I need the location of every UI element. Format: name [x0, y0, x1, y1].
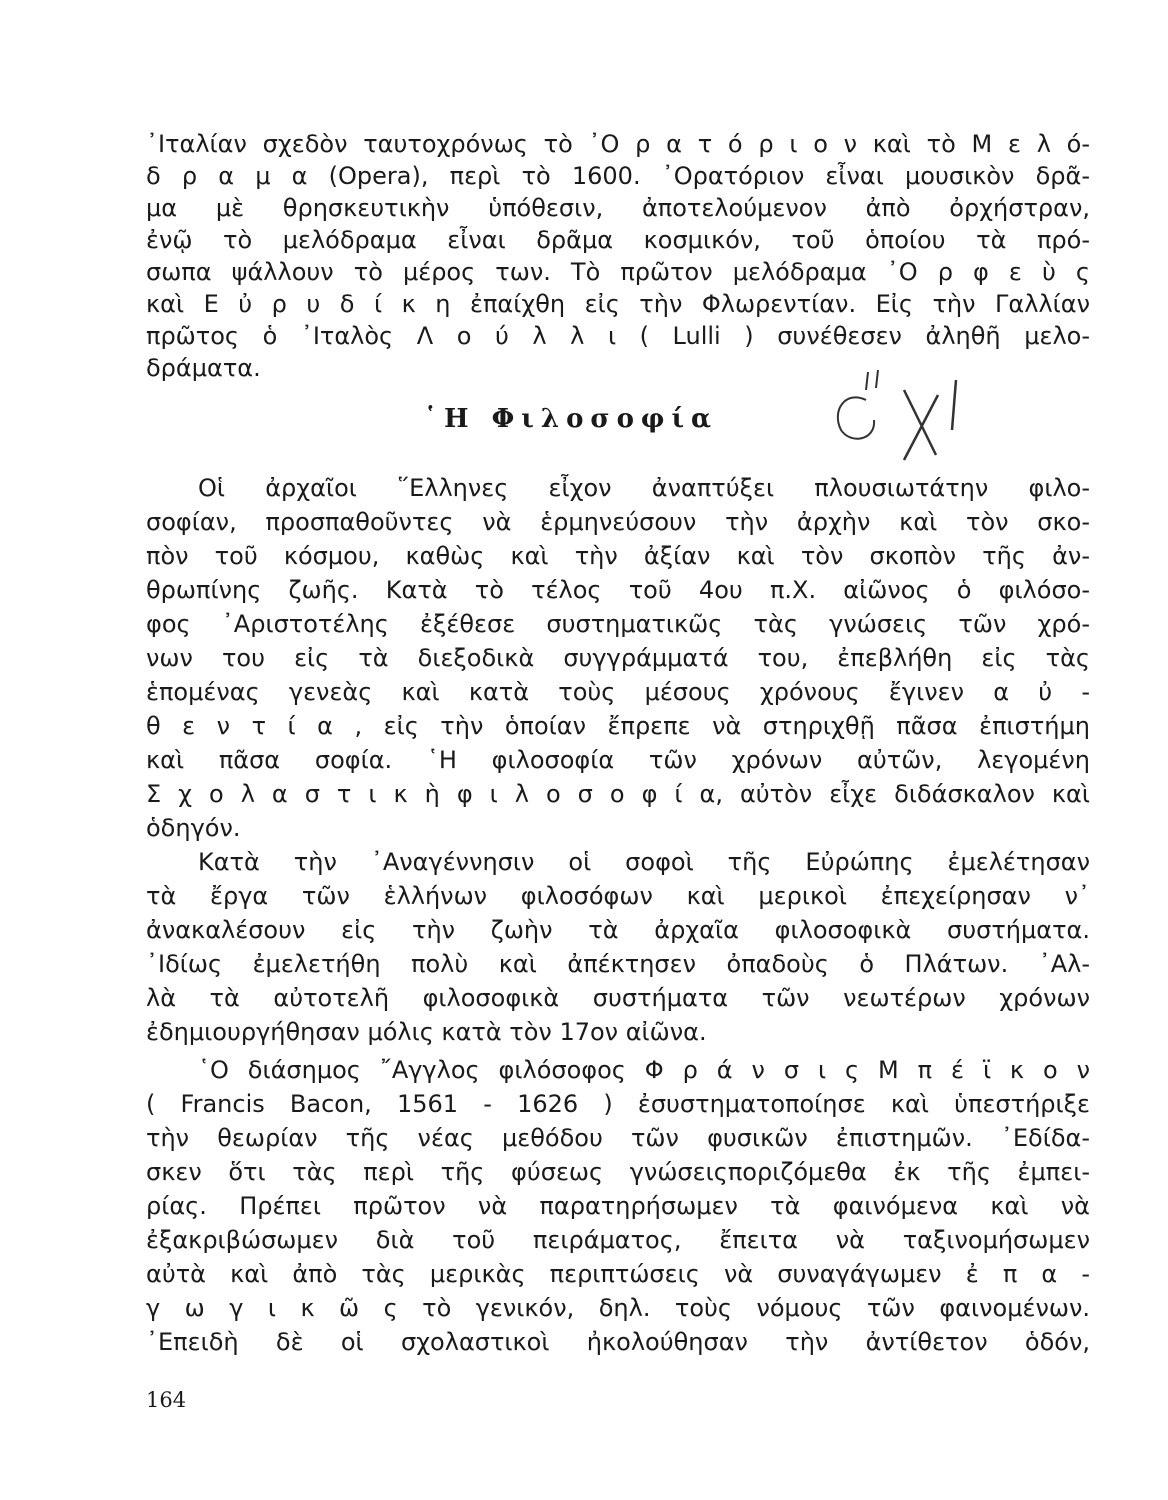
page-number: 164 — [146, 1388, 187, 1412]
text-line: πὸν τοῦ κόσμου, καθὼς καὶ τὴν ἀξίαν καὶ τὸν σκοπὸν τῆς ἀν- — [146, 542, 1090, 570]
text-line: ἀνακαλέσουν εἰς τὴν ζωὴν τὰ ἀρχαῖα φιλοσοφικὰ συστήματα. — [146, 916, 1090, 944]
text-line: καὶ Ε ὐ ρ υ δ ί κ η ἐπαίχθη εἰς τὴν Φλωρεντίαν. Εἰς τὴν Γαλλίαν — [146, 290, 1090, 318]
text-line: Κατὰ τὴν ᾿Αναγέννησιν οἱ σοφοὶ τῆς Εὐρώπης ἐμελέτησαν — [198, 848, 1090, 876]
text-line: ἐξακριβώσωμεν διὰ τοῦ πειράματος, ἔπειτα νὰ ταξινομήσωμεν — [146, 1226, 1090, 1254]
text-line: ρίας. Πρέπει πρῶτον νὰ παρατηρήσωμεν τὰ φαινόμενα καὶ νὰ — [146, 1192, 1090, 1220]
text-line: αὐτὰ καὶ ἀπὸ τὰς μερικὰς περιπτώσεις νὰ συναγάγωμεν ἐ π α - — [146, 1260, 1090, 1288]
text-line: σωπα ψάλλουν τὸ μέρος των. Τὸ πρῶτον μελόδραμα ᾿Ο ρ φ ε ὺ ς — [146, 258, 1090, 286]
text-line: Σ χ ο λ α σ τ ι κ ὴ φ ι λ ο σ ο φ ί α, αὐτὸν εἶχε διδάσκαλον καὶ — [146, 780, 1090, 808]
text-line: ᾿Ιδίως ἐμελετήθη πολὺ καὶ ἀπέκτησεν ὀπαδοὺς ὁ Πλάτων. ᾿Αλ- — [146, 950, 1090, 978]
text-line: ( Francis Bacon, 1561 - 1626 ) ἐσυστηματοποίησε καὶ ὑπεστήριξε — [146, 1090, 1090, 1118]
text-line: θ ε ν τ ί α , εἰς τὴν ὁποίαν ἔπρεπε νὰ στηριχθῇ πᾶσα ἐπιστήμη — [146, 712, 1090, 740]
text-line: ὁδηγόν. — [146, 814, 241, 842]
text-line: φος ᾿Αριστοτέλης ἐξέθεσε συστηματικῶς τὰς γνώσεις τῶν χρό- — [146, 610, 1090, 638]
text-line: ἐνῷ τὸ μελόδραμα εἶναι δρᾶμα κοσμικόν, τοῦ ὁποίου τὰ πρό- — [146, 226, 1090, 254]
handwritten-annotation — [826, 360, 976, 470]
text-line: ᾿Ιταλίαν σχεδὸν ταυτοχρόνως τὸ ᾿Ο ρ α τ ό ρ ι ο ν καὶ τὸ Μ ε λ ό- — [146, 130, 1090, 158]
text-line: τὰ ἔργα τῶν ἑλλήνων φιλοσόφων καὶ μερικοὶ ἐπεχείρησαν ν᾿ — [146, 882, 1090, 910]
text-line: ᾿Επειδὴ δὲ οἱ σχολαστικοὶ ἠκολούθησαν τὴν ἀντίθετον ὁδόν, — [146, 1328, 1090, 1356]
text-line: λὰ τὰ αὐτοτελῆ φιλοσοφικὰ συστήματα τῶν νεωτέρων χρόνων — [146, 984, 1090, 1012]
section-heading: ῾Η Φιλοσοφία — [424, 404, 719, 434]
text-line: ἑπομένας γενεὰς καὶ κατὰ τοὺς μέσους χρόνους ἔγινεν α ὐ - — [146, 678, 1090, 706]
text-line: πρῶτος ὁ ᾿Ιταλὸς Λ ο ύ λ λ ι ( Lulli ) συνέθεσεν ἀληθῆ μελο- — [146, 322, 1090, 350]
text-line: μα μὲ θρησκευτικὴν ὑπόθεσιν, ἀποτελούμενον ἀπὸ ὀρχήστραν, — [146, 194, 1090, 222]
text-line: Οἱ ἀρχαῖοι ῞Ελληνες εἶχον ἀναπτύξει πλουσιωτάτην φιλο- — [198, 474, 1090, 502]
text-line: σκεν ὅτι τὰς περὶ τῆς φύσεως γνώσειςποριζόμεθα ἐκ τῆς ἐμπει- — [146, 1158, 1090, 1186]
text-line: δ ρ α μ α (Opera), περὶ τὸ 1600. ᾿Ορατόριον εἶναι μουσικὸν δρᾶ- — [146, 162, 1090, 190]
text-line: τὴν θεωρίαν τῆς νέας μεθόδου τῶν φυσικῶν ἐπιστημῶν. ᾿Εδίδα- — [146, 1124, 1090, 1152]
text-line: ῾Ο διάσημος ῎Αγγλος φιλόσοφος Φ ρ ά ν σ ι ς Μ π έ ϊ κ ο ν — [198, 1056, 1090, 1084]
text-line: θρωπίνης ζωῆς. Κατὰ τὸ τέλος τοῦ 4ου π.Χ. αἰῶνος ὁ φιλόσο- — [146, 576, 1090, 604]
text-line: γ ω γ ι κ ῶ ς τὸ γενικόν, δηλ. τοὺς νόμους τῶν φαινομένων. — [146, 1294, 1090, 1322]
text-line: νων του εἰς τὰ διεξοδικὰ συγγράμματά του, ἐπεβλήθη εἰς τὰς — [146, 644, 1090, 672]
text-line: καὶ πᾶσα σοφία. ῾Η φιλοσοφία τῶν χρόνων αὐτῶν, λεγομένη — [146, 746, 1090, 774]
text-line: δράματα. — [146, 354, 261, 382]
text-line: ἐδημιουργήθησαν μόλις κατὰ τὸν 17ον αἰῶνα. — [146, 1018, 707, 1046]
text-line: σοφίαν, προσπαθοῦντες νὰ ἑρμηνεύσουν τὴν ἀρχὴν καὶ τὸν σκο- — [146, 508, 1090, 536]
